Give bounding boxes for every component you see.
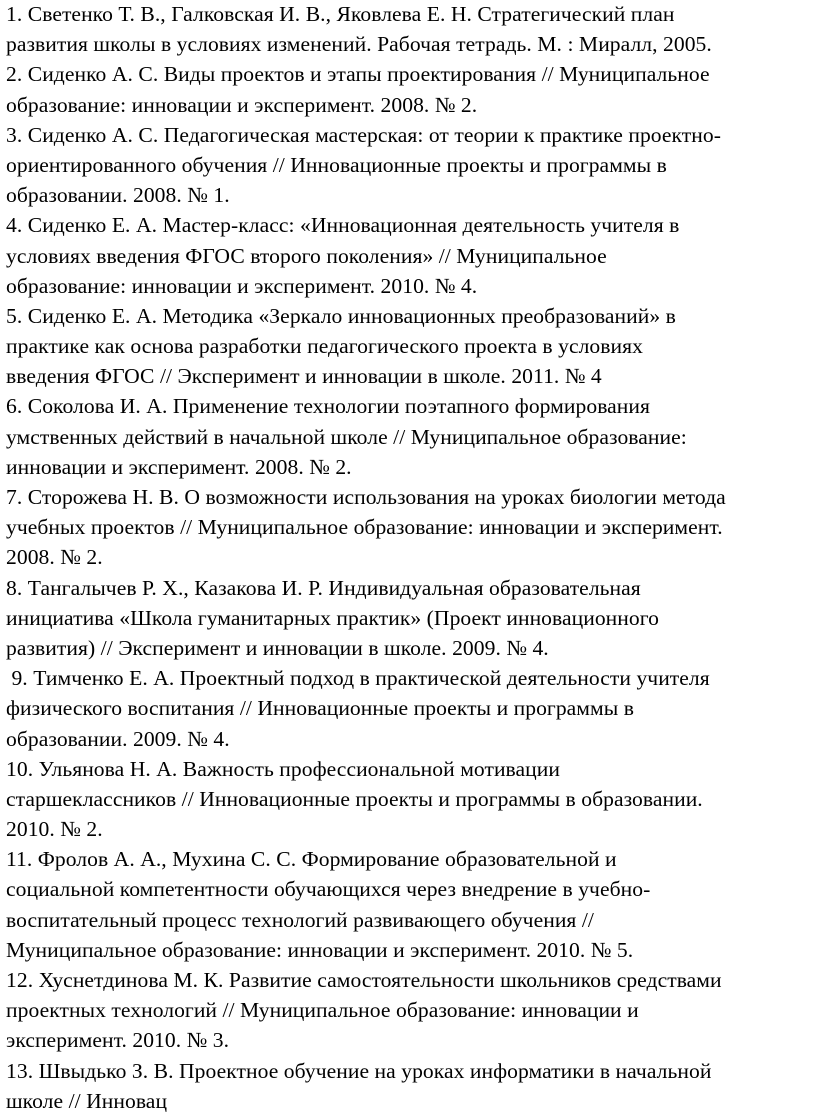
text-line: 5. Сиденко Е. А. Методика «Зеркало инновационных преобразований» в <box>6 303 676 328</box>
text-line: проектных технологий // Муниципальное образование: инновации и <box>6 998 639 1023</box>
text-line: образовании. 2008. № 1. <box>6 183 230 208</box>
text-line: 13. Швыдько З. В. Проектное обучение на уроках информатики в начальной <box>6 1058 712 1083</box>
text-line: 3. Сиденко А. С. Педагогическая мастерская: от теории к практике проектно- <box>6 122 721 147</box>
text-line: 12. Хуснетдинова М. К. Развитие самостоятельности школьников средствами <box>6 968 722 992</box>
text-line: инновации и эксперимент. 2008. № 2. <box>6 454 352 479</box>
text-line: практике как основа разработки педагогического проекта в условиях <box>6 334 643 359</box>
text-line: эксперимент. 2010. № 3. <box>6 1028 230 1053</box>
text-line: инициатива «Школа гуманитарных практик» (Проект инновационного <box>6 605 659 630</box>
text-line: умственных действий в начальной школе // Муниципальное образование: <box>6 424 687 449</box>
text-line: 9. Тимченко Е. А. Проектный подход в практической деятельности учителя <box>6 666 710 691</box>
text-line: образовании. 2009. № 4. <box>6 726 230 751</box>
text-line: условиях введения ФГОС второго поколения» // Муниципальное <box>6 243 607 268</box>
text-line: 2008. № 2. <box>6 545 103 570</box>
text-line: 11. Фролов А. А., Мухина С. С. Формирование образовательной и <box>6 847 617 872</box>
text-line: образование: инновации и эксперимент. 2008. № 2. <box>6 92 478 117</box>
text-line: 10. Ульянова Н. А. Важность профессиональной мотивации <box>6 756 560 781</box>
text-line: ориентированного обучения // Инновационные проекты и программы в <box>6 152 667 177</box>
text-line: учебных проектов // Муниципальное образование: инновации и эксперимент. <box>6 515 723 540</box>
text-line: физического воспитания // Инновационные проекты и программы в <box>6 696 634 721</box>
text-line: развития) // Эксперимент и инновации в школе. 2009. № 4. <box>6 635 549 660</box>
text-line: школе // Инновац <box>6 1088 168 1113</box>
text-line: образование: инновации и эксперимент. 2010. № 4. <box>6 273 478 298</box>
text-line: социальной компетентности обучающихся через внедрение в учебно- <box>6 877 651 902</box>
text-line: 4. Сиденко Е. А. Мастер-класс: «Инновационная деятельность учителя в <box>6 213 680 238</box>
text-line: 2010. № 2. <box>6 817 103 842</box>
text-line: 7. Сторожева Н. В. О возможности использования на уроках биологии метода <box>6 485 726 509</box>
text-line: старшеклассников // Инновационные проекты и программы в образовании. <box>6 786 703 811</box>
text-line: введения ФГОС // Эксперимент и инновации в школе. 2011. № 4 <box>6 364 602 389</box>
text-line: воспитательный процесс технологий развивающего обучения // <box>6 907 594 932</box>
text-line: 8. Тангалычев Р. Х., Казакова И. Р. Индивидуальная образовательная <box>6 575 641 600</box>
text-line: Муниципальное образование: инновации и эксперимент. 2010. № 5. <box>6 937 634 962</box>
text-line: 6. Соколова И. А. Применение технологии поэтапного формирования <box>6 394 650 419</box>
text-line: развития школы в условиях изменений. Рабочая тетрадь. М. : Миралл, 2005. <box>6 32 712 57</box>
text-line: 1. Светенко Т. В., Галковская И. В., Яковлева Е. Н. Стратегический план <box>6 2 675 26</box>
text-line: 2. Сиденко А. С. Виды проектов и этапы проектирования // Муниципальное <box>6 62 710 87</box>
